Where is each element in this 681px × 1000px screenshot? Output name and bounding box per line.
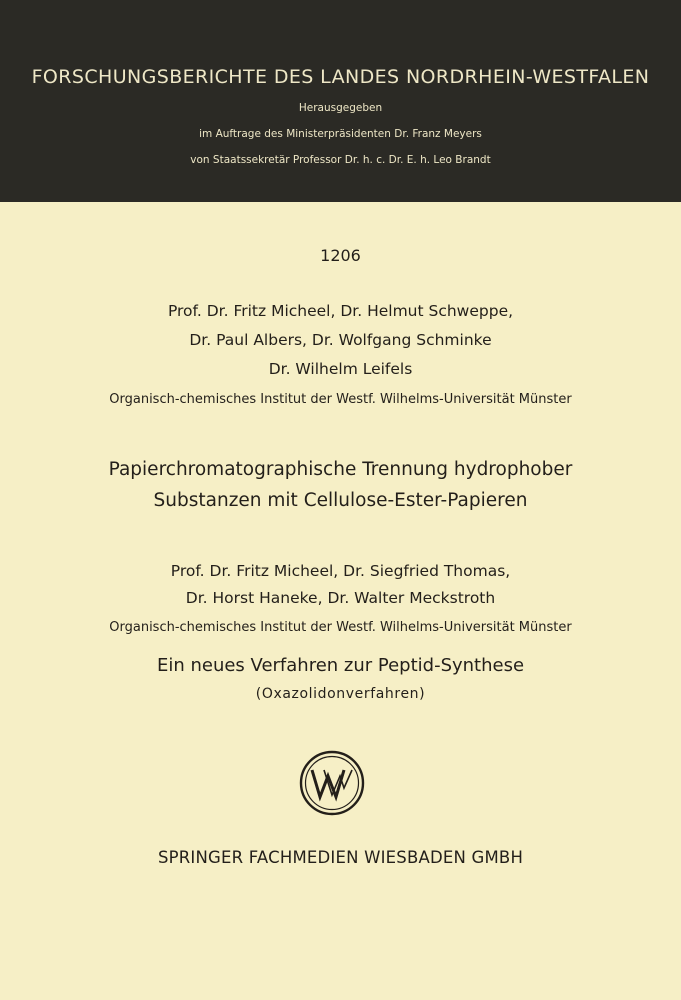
paper1-authors-line-1: Prof. Dr. Fritz Micheel, Dr. Helmut Schweppe,	[167, 302, 514, 320]
paper2-authors-line-1: Prof. Dr. Fritz Micheel, Dr. Siegfried Thomas,	[170, 562, 511, 580]
series-title: FORSCHUNGSBERICHTE DES LANDES NORDRHEIN-WESTFALEN	[31, 66, 650, 88]
paper1-authors-line-3: Dr. Wilhelm Leifels	[268, 360, 413, 378]
springer-vs-logo-icon	[299, 750, 365, 816]
editor-line-3: von Staatssekretär Professor Dr. h. c. Dr. E. h. Leo Brandt	[190, 154, 491, 166]
paper1-title-line-1: Papierchromatographische Trennung hydrophober	[108, 459, 573, 480]
editor-line-1: Herausgegeben	[298, 102, 383, 114]
paper1-title-line-2: Substanzen mit Cellulose-Ester-Papieren	[153, 490, 528, 511]
paper2-authors-line-2: Dr. Horst Haneke, Dr. Walter Meckstroth	[185, 589, 496, 607]
paper1-authors-line-2: Dr. Paul Albers, Dr. Wolfgang Schminke	[189, 331, 492, 349]
paper2-title: Ein neues Verfahren zur Peptid-Synthese	[156, 655, 525, 676]
paper2-institute: Organisch-chemisches Institut der Westf. Wilhelms-Universität Münster	[109, 620, 572, 635]
series-banner	[0, 0, 681, 202]
paper2-subtitle: (Oxazolidonverfahren)	[255, 686, 426, 702]
paper1-institute: Organisch-chemisches Institut der Westf. Wilhelms-Universität Münster	[109, 392, 572, 407]
editor-line-2: im Auftrage des Ministerpräsidenten Dr. Franz Meyers	[199, 128, 482, 140]
publisher-name: SPRINGER FACHMEDIEN WIESBADEN GMBH	[157, 848, 524, 867]
report-number: 1206	[320, 246, 361, 265]
